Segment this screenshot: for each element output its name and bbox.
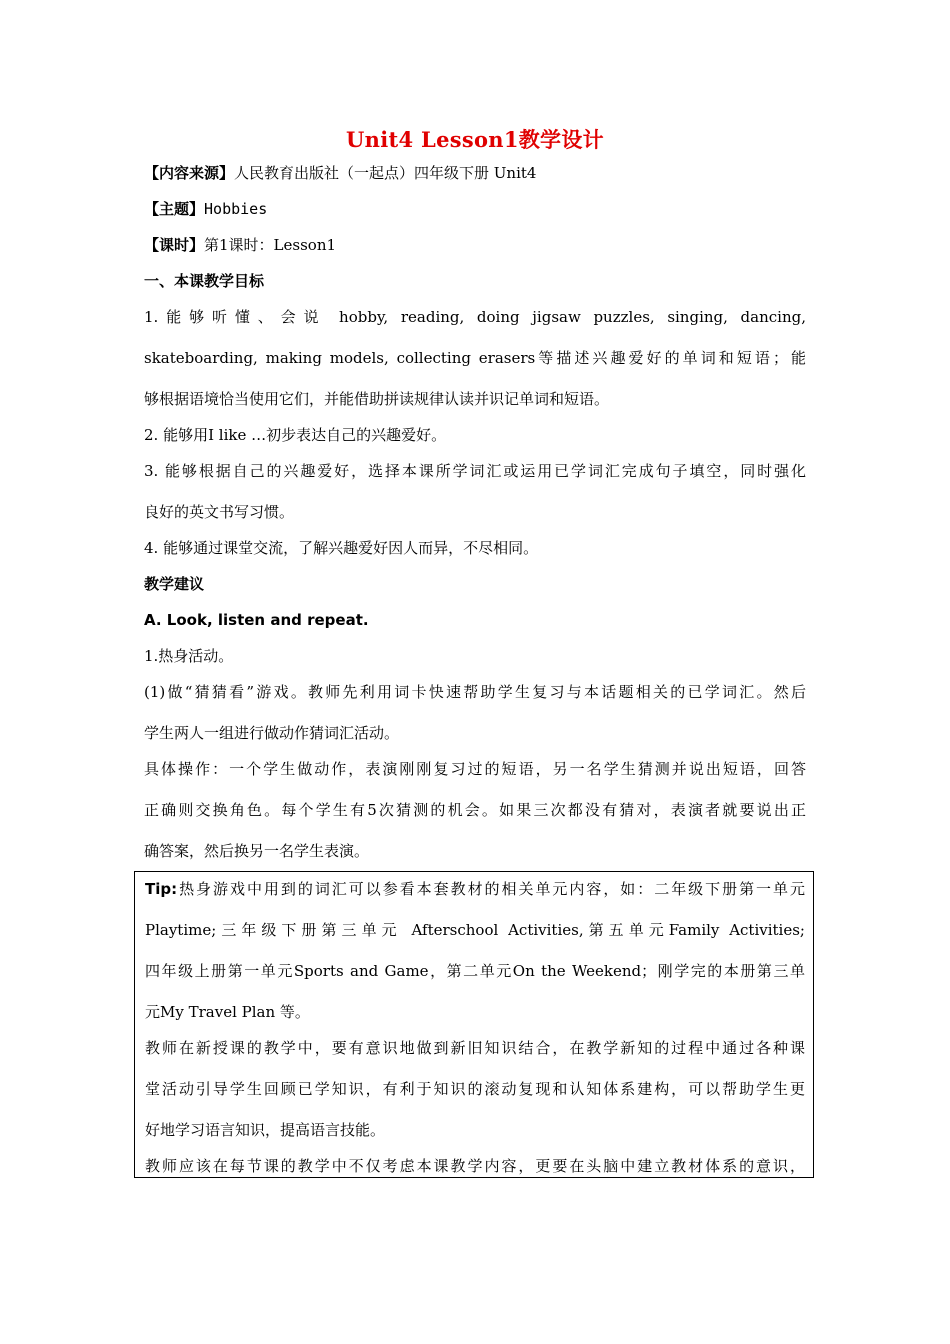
tip-line-8: 教师应该在每节课的教学中不仅考虑本课教学内容，更要在头脑中建立教材体系的意识，: [145, 1157, 805, 1175]
paragraph-1-line-2: 学生两人一组进行做动作猜词汇活动。: [144, 724, 400, 742]
tip-line-1-text: 热身游戏中用到的词汇可以参看本套教材的相关单元内容，如：二年级下册第一单元: [177, 880, 805, 898]
topic-label: 【主题】: [144, 200, 205, 218]
paragraph-1-line-1: (1)做“猜猜看”游戏。教师先利用词卡快速帮助学生复习与本话题相关的已学词汇。然后: [144, 683, 806, 701]
objective-1-line-3: 够根据语境恰当使用它们，并能借助拼读规律认读并识记单词和短语。: [144, 390, 610, 408]
paragraph-2-line-3: 确答案，然后换另一名学生表演。: [144, 842, 370, 860]
tip-line-4: 元My Travel Plan 等。: [145, 1003, 310, 1021]
tip-box: [134, 871, 814, 1178]
topic-value: Hobbies: [204, 200, 268, 218]
section-a-heading: A. Look, listen and repeat.: [144, 611, 369, 629]
tip-line-7: 好地学习语言知识，提高语言技能。: [145, 1121, 386, 1139]
period-label: 【课时】: [144, 236, 205, 254]
document-title: Unit4 Lesson1教学设计: [346, 127, 604, 152]
warmup-heading: 1.热身活动。: [144, 647, 234, 665]
tip-label: Tip:: [145, 880, 178, 898]
meta-topic: [144, 199, 806, 219]
meta-source: [144, 163, 806, 183]
tip-line-3: 四年级上册第一单元Sports and Game，第二单元On the Weekend；刚学完的本册第三单: [145, 962, 805, 980]
paragraph-2-line-1: 具体操作：一个学生做动作，表演刚刚复习过的短语，另一名学生猜测并说出短语，回答: [144, 760, 806, 778]
source-label: 【内容来源】: [144, 164, 235, 182]
suggestions-heading: 教学建议: [144, 575, 205, 593]
tip-line-6: 堂活动引导学生回顾已学知识，有利于知识的滚动复现和认知体系建构，可以帮助学生更: [145, 1080, 805, 1098]
period-value: 第1课时：Lesson1: [204, 236, 337, 254]
objective-3-line-2: 良好的英文书写习惯。: [144, 503, 295, 521]
tip-line-1: [145, 879, 805, 899]
objective-1-line-1: 1.能够听懂、会说 hobby, reading, doing jigsaw puzzles, singing, dancing,: [144, 308, 806, 326]
tip-line-2: Playtime;三年级下册第三单元 Afterschool Activities,第五单元Family Activities;: [145, 921, 805, 939]
objective-4: 4. 能够通过课堂交流，了解兴趣爱好因人而异，不尽相同。: [144, 539, 539, 557]
objective-1-line-2: skateboarding, making models, collecting erasers等描述兴趣爱好的单词和短语；能: [144, 349, 806, 367]
tip-line-5: 教师在新授课的教学中，要有意识地做到新旧知识结合，在教学新知的过程中通过各种课: [145, 1039, 805, 1057]
objective-2: 2. 能够用I like …初步表达自己的兴趣爱好。: [144, 426, 447, 444]
objective-3-line-1: 3. 能够根据自己的兴趣爱好，选择本课所学词汇或运用已学词汇完成句子填空，同时强化: [144, 462, 806, 480]
paragraph-2-line-2: 正确则交换角色。每个学生有5次猜测的机会。如果三次都没有猜对，表演者就要说出正: [144, 801, 806, 819]
objectives-heading: 一、本课教学目标: [144, 272, 265, 290]
source-value: 人民教育出版社（一起点）四年级下册 Unit4: [234, 164, 537, 182]
meta-period: [144, 235, 806, 255]
